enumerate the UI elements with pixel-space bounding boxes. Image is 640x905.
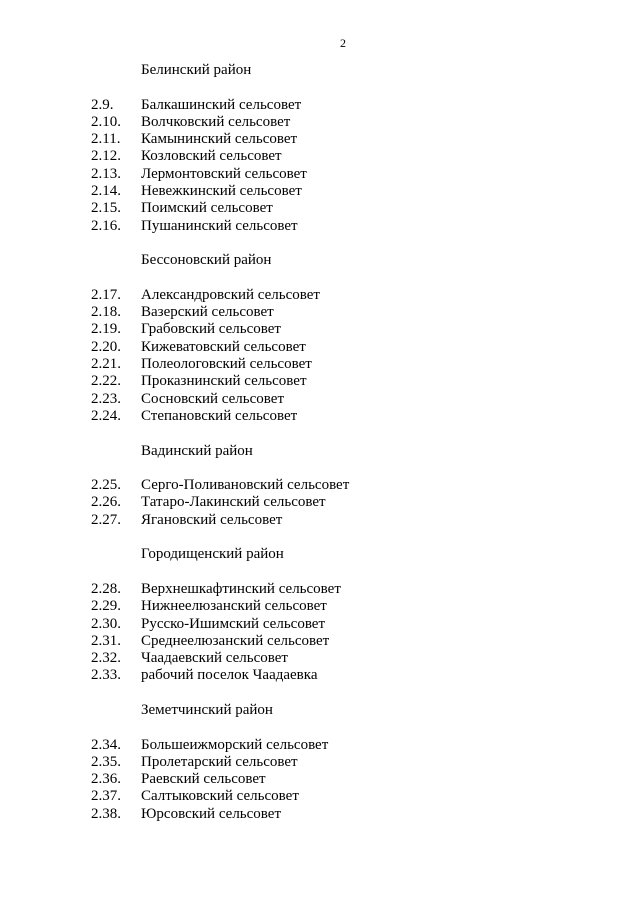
item-name: рабочий поселок Чаадаевка [141, 667, 318, 684]
item-number: 2.23. [91, 390, 121, 407]
list-item [0, 754, 640, 771]
district-section [0, 443, 640, 547]
list-item [0, 633, 640, 650]
item-number: 2.14. [91, 183, 121, 200]
item-number: 2.37. [91, 788, 121, 805]
item-number: 2.17. [91, 286, 121, 303]
item-number: 2.10. [91, 113, 121, 130]
item-number: 2.38. [91, 805, 121, 822]
item-name: Александровский сельсовет [141, 286, 320, 303]
item-name: Среднеелюзанский сельсовет [141, 632, 330, 649]
list-item [0, 581, 640, 598]
item-number: 2.25. [91, 477, 121, 494]
item-number: 2.31. [91, 632, 121, 649]
list-item [0, 304, 640, 321]
item-name: Верхнешкафтинский сельсовет [141, 580, 341, 597]
item-name: Ягановский сельсовет [141, 511, 283, 528]
item-name: Раевский сельсовет [141, 771, 266, 788]
item-number: 2.16. [91, 217, 121, 234]
district-title: Земетчинский район [141, 701, 273, 718]
item-name: Большеижморский сельсовет [141, 736, 329, 753]
item-name: Салтыковский сельсовет [141, 788, 299, 805]
list-item [0, 218, 640, 235]
item-name: Поимский сельсовет [141, 200, 273, 217]
item-number: 2.12. [91, 148, 121, 165]
item-name: Полеологовский сельсовет [141, 356, 312, 373]
list-item [0, 339, 640, 356]
list-item [0, 200, 640, 217]
item-name: Пролетарский сельсовет [141, 753, 298, 770]
item-number: 2.36. [91, 771, 121, 788]
list-item [0, 477, 640, 494]
list-item [0, 97, 640, 114]
item-number: 2.28. [91, 580, 121, 597]
district-title: Городищенский район [141, 546, 284, 563]
list-item [0, 494, 640, 511]
item-number: 2.26. [91, 494, 121, 511]
item-name: Волчковский сельсовет [141, 113, 291, 130]
item-number: 2.18. [91, 304, 121, 321]
item-number: 2.24. [91, 407, 121, 424]
item-name: Чаадаевский сельсовет [141, 650, 288, 667]
item-name: Вазерский сельсовет [141, 304, 274, 321]
list-item [0, 771, 640, 788]
list-item [0, 408, 640, 425]
item-number: 2.9. [91, 96, 114, 113]
list-item [0, 287, 640, 304]
item-name: Пушанинский сельсовет [141, 217, 298, 234]
district-title: Вадинский район [141, 442, 253, 459]
item-name: Грабовский сельсовет [141, 321, 281, 338]
item-name: Проказнинский сельсовет [141, 373, 307, 390]
item-name: Сосновский сельсовет [141, 390, 284, 407]
list-item [0, 114, 640, 131]
district-section [0, 62, 640, 252]
list-item [0, 183, 640, 200]
item-number: 2.20. [91, 338, 121, 355]
item-name: Серго-Поливановский сельсовет [141, 477, 350, 494]
item-number: 2.32. [91, 650, 121, 667]
item-name: Лермонтовский сельсовет [141, 165, 307, 182]
item-number: 2.30. [91, 615, 121, 632]
district-section [0, 252, 640, 442]
district-title: Бессоновский район [141, 252, 272, 269]
district-section [0, 546, 640, 702]
district-list [0, 62, 640, 823]
item-name: Нижнеелюзанский сельсовет [141, 598, 327, 615]
item-number: 2.22. [91, 373, 121, 390]
item-number: 2.35. [91, 753, 121, 770]
item-number: 2.19. [91, 321, 121, 338]
item-number: 2.29. [91, 598, 121, 615]
item-name: Камынинский сельсовет [141, 131, 298, 148]
item-number: 2.15. [91, 200, 121, 217]
list-item [0, 373, 640, 390]
list-item [0, 616, 640, 633]
item-number: 2.34. [91, 736, 121, 753]
item-number: 2.21. [91, 356, 121, 373]
list-item [0, 650, 640, 667]
item-name: Балкашинский сельсовет [141, 96, 302, 113]
list-item [0, 512, 640, 529]
district-title: Белинский район [141, 62, 252, 78]
list-item [0, 788, 640, 805]
item-name: Татаро-Лакинский сельсовет [141, 494, 326, 511]
list-item [0, 321, 640, 338]
district-section [0, 702, 640, 823]
list-item [0, 598, 640, 615]
list-item [0, 356, 640, 373]
item-number: 2.13. [91, 165, 121, 182]
list-item [0, 391, 640, 408]
item-number: 2.33. [91, 667, 121, 684]
list-item [0, 131, 640, 148]
item-name: Кижеватовский сельсовет [141, 338, 306, 355]
list-item [0, 737, 640, 754]
list-item [0, 166, 640, 183]
item-name: Русско-Ишимский сельсовет [141, 615, 326, 632]
page-number: 2 [340, 36, 346, 50]
item-name: Степановский сельсовет [141, 407, 298, 424]
list-item [0, 667, 640, 684]
item-number: 2.27. [91, 511, 121, 528]
item-number: 2.11. [91, 131, 121, 148]
list-item [0, 806, 640, 823]
list-item [0, 148, 640, 165]
item-name: Юрсовский сельсовет [141, 805, 282, 822]
item-name: Козловский сельсовет [141, 148, 282, 165]
item-name: Невежкинский сельсовет [141, 183, 302, 200]
